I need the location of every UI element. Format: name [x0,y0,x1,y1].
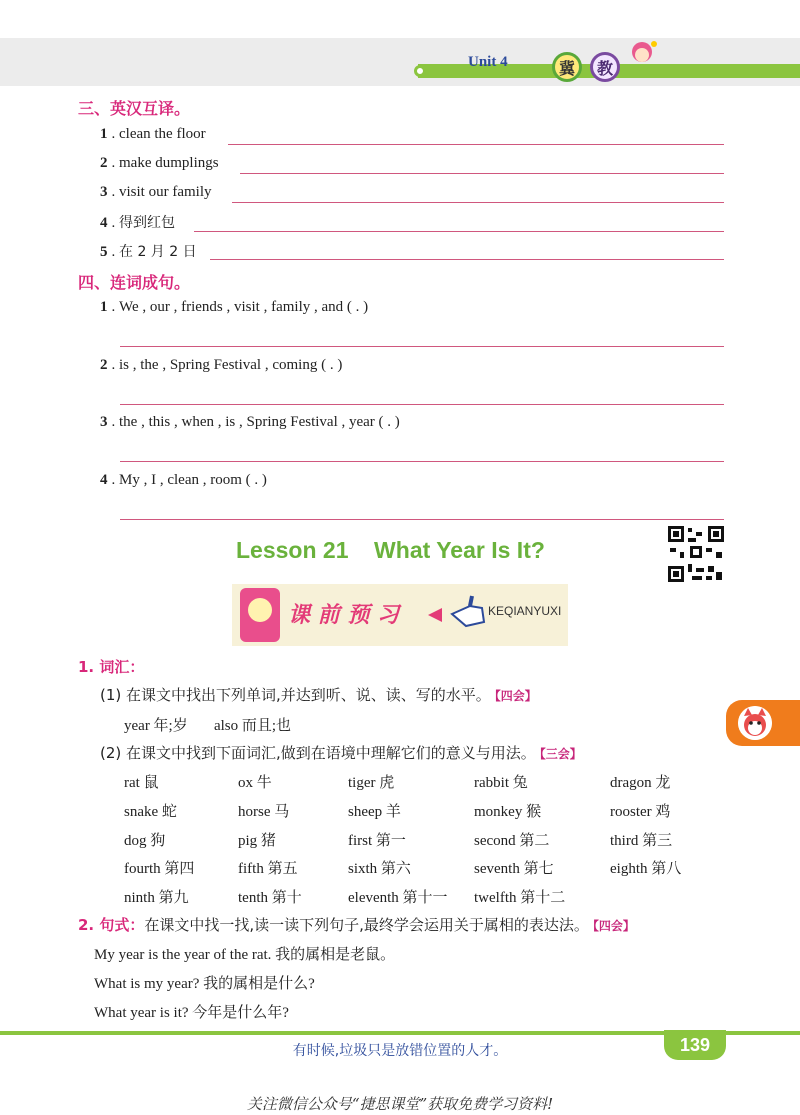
word-tiger: tiger 虎 [348,775,395,791]
s4-item-2-num: 2 [100,357,108,373]
s4-item-3: 3 . the , this , when , is , Spring Festival , year ( . ) [100,414,400,430]
s4-answer-line-3[interactable] [120,461,724,462]
s4-answer-line-2[interactable] [120,404,724,405]
word-rat: rat 鼠 [124,775,159,791]
s3-item-4-text: 得到红包 [119,215,175,231]
header-checker-pattern [700,68,800,78]
word-ninth: ninth 第九 [124,890,189,906]
header-band [0,38,800,86]
word-twelfth: twelfth 第十二 [474,890,566,906]
preview-banner [232,584,568,646]
s4-item-4: 4 . My , I , clean , room ( . ) [100,472,267,488]
word-pig: pig 猪 [238,833,276,849]
header-dot [414,65,426,77]
vocab-p2 [100,742,582,763]
publisher-badge-ji: 冀 [552,52,582,82]
word-seventh: seventh 第七 [474,861,554,877]
s3-answer-line-1[interactable] [228,144,724,145]
publisher-badge-jiao: 教 [590,52,620,82]
s3-item-5: 5 . 在 2 月 2 日 [100,241,197,261]
s4-answer-line-4[interactable] [120,519,724,520]
s3-item-4-num: 4 [100,215,108,231]
vocab-p1-tag: 【四会】 [494,689,537,703]
s4-item-3-text: the , this , when , is , Spring Festival , year ( . ) [119,414,400,430]
s3-answer-line-5[interactable] [210,259,724,260]
s3-item-2-num: 2 [100,155,108,171]
qr-code-icon[interactable] [666,524,726,584]
vocab-p1 [100,684,537,705]
s3-answer-line-3[interactable] [232,202,724,203]
sentence-tag: 【四会】 [592,919,635,933]
arrow-left-icon [428,608,442,622]
word-snake: snake 蛇 [124,804,177,820]
s4-item-1: 1 . We , our , friends , visit , family , and ( . ) [100,299,369,315]
sentence-line-1: My year is the year of the rat. 我的属相是老鼠。 [94,947,396,963]
sentence-line-2: What is my year? 我的属相是什么? [94,976,315,992]
vocab-p2-text: (2) 在课文中找到下面词汇,做到在语境中理解它们的意义与用法。 [100,744,536,762]
word-sheep: sheep 羊 [348,804,401,820]
s3-item-3-num: 3 [100,184,108,200]
vocab-p2-tag: 【三会】 [539,747,582,761]
s3-item-1-num: 1 [100,126,108,142]
word-second: second 第二 [474,833,550,849]
s3-item-1: 1 . clean the floor [100,126,206,142]
footer-motto: 有时候,垃圾只是放错位置的人才。 [292,1043,508,1059]
s3-item-4: 4 . 得到红包 [100,212,175,232]
mascot-face-icon [248,598,272,622]
page-number: 139 [664,1030,726,1060]
word-rooster: rooster 鸡 [610,804,671,820]
s4-item-4-text: My , I , clean , room ( . ) [119,472,267,488]
s3-item-5-num: 5 [100,244,108,260]
word-dog: dog 狗 [124,833,166,849]
s3-item-2-text: make dumplings [119,155,219,171]
vocab-p1-words: year 年;岁 also 而且;也 [124,718,292,734]
s3-answer-line-4[interactable] [194,231,724,232]
section4-title: 四、连词成句。 [78,273,191,292]
vocab-p1-text: (1) 在课文中找出下列单词,并达到听、说、读、写的水平。 [100,686,491,704]
s4-item-4-num: 4 [100,472,108,488]
word-tenth: tenth 第十 [238,890,302,906]
s4-answer-line-1[interactable] [120,346,724,347]
sentence-line-3: What year is it? 今年是什么年? [94,1005,289,1021]
word-rabbit: rabbit 兔 [474,775,528,791]
cat-face-icon [738,706,772,740]
sentence-label: 2. 句式： [78,916,145,934]
s3-item-5-text: 在 2 月 2 日 [119,244,197,260]
section3-title: 三、英汉互译。 [78,99,191,118]
s3-item-1-text: clean the floor [119,126,206,142]
word-sixth: sixth 第六 [348,861,411,877]
word-eleventh: eleventh 第十一 [348,890,448,906]
s4-item-1-num: 1 [100,299,108,315]
sentence-desc: 在课文中找一找,读一读下列句子,最终学会运用关于属相的表达法。 [144,916,589,934]
side-tab [726,700,800,746]
word-dragon: dragon 龙 [610,775,671,791]
word-first: first 第一 [348,833,406,849]
word-eighth: eighth 第八 [610,861,682,877]
word-fourth: fourth 第四 [124,861,195,877]
s3-item-3-text: visit our family [119,184,212,200]
pointing-hand-icon [446,592,488,634]
s4-item-2-text: is , the , Spring Festival , coming ( . ) [119,357,343,373]
lesson-title: Lesson 21 What Year Is It? [236,537,545,563]
banner-title: 课 前 预 习 [288,603,399,628]
word-third: third 第三 [610,833,673,849]
s3-answer-line-2[interactable] [240,173,724,174]
vocab-label: 1. 词汇： [78,658,145,676]
s4-item-2: 2 . is , the , Spring Festival , coming ( . ) [100,357,343,373]
vocab-label-row [78,656,144,677]
unit-label: Unit 4 [468,54,508,70]
banner-pinyin: KEQIANYUXI [488,604,562,618]
word-horse: horse 马 [238,804,290,820]
fairy-mascot-icon [618,38,666,80]
s3-item-2: 2 . make dumplings [100,155,219,171]
word-monkey: monkey 猴 [474,804,542,820]
sentence-header-row [78,914,635,935]
s3-item-3: 3 . visit our family [100,184,212,200]
s4-item-1-text: We , our , friends , visit , family , and ( . ) [119,299,369,315]
word-ox: ox 牛 [238,775,272,791]
s4-item-3-num: 3 [100,414,108,430]
watermark-text: 关注微信公众号“捷思课堂”获取免费学习资料! [246,1095,554,1113]
word-fifth: fifth 第五 [238,861,298,877]
